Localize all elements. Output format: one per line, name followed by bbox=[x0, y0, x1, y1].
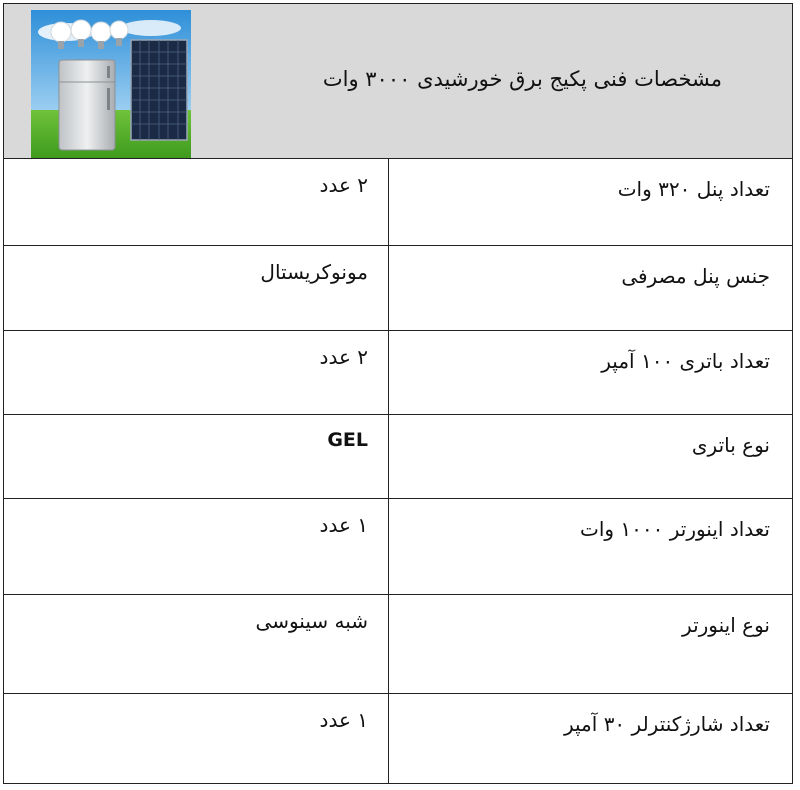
row-value: ۲ عدد bbox=[319, 173, 368, 197]
table-row bbox=[4, 415, 792, 499]
row-value: مونوکریستال bbox=[260, 260, 368, 284]
page-title: مشخصات فنی پکیج برق خورشیدی ۳۰۰۰ وات bbox=[322, 67, 722, 91]
illustration-svg bbox=[31, 10, 191, 158]
row-value: ۱ عدد bbox=[319, 513, 368, 537]
row-label: نوع باتری bbox=[691, 433, 770, 457]
solar-package-illustration-icon bbox=[31, 10, 191, 158]
row-value: GEL bbox=[327, 429, 368, 451]
table-row bbox=[4, 499, 792, 595]
row-label: تعداد باتری ۱۰۰ آمپر bbox=[601, 349, 770, 373]
header-row bbox=[4, 4, 792, 159]
row-value: شبه سینوسی bbox=[255, 609, 368, 633]
table-row bbox=[4, 694, 792, 782]
row-value: ۱ عدد bbox=[319, 708, 368, 732]
row-label: نوع اینورتر bbox=[682, 613, 770, 637]
row-label: تعداد شارژکنترلر ۳۰ آمپر bbox=[563, 712, 770, 736]
table-row bbox=[4, 595, 792, 694]
spec-table bbox=[3, 3, 793, 784]
table-row bbox=[4, 331, 792, 415]
table-row bbox=[4, 246, 792, 331]
table-row bbox=[4, 159, 792, 246]
row-label: تعداد اینورتر ۱۰۰۰ وات bbox=[579, 517, 770, 541]
row-value: ۲ عدد bbox=[319, 345, 368, 369]
row-label: جنس پنل مصرفی bbox=[621, 264, 770, 288]
row-label: تعداد پنل ۳۲۰ وات bbox=[617, 177, 770, 201]
